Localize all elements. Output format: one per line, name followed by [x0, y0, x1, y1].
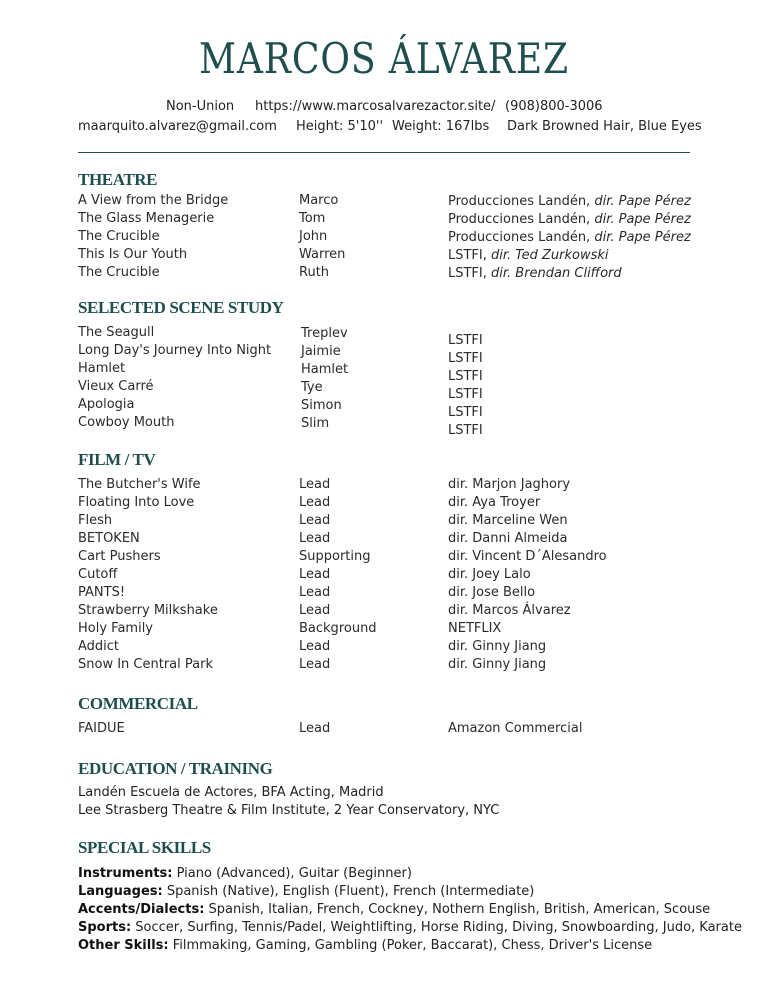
scene-role: Tye [301, 380, 323, 395]
scene-title: Long Day's Journey Into Night [78, 343, 272, 358]
film-title: Snow In Central Park [78, 657, 213, 672]
commercial-credit: Amazon Commercial [448, 721, 583, 736]
hair-eyes-stat: Dark Browned Hair, Blue Eyes [507, 119, 702, 134]
film-role: Lead [299, 513, 331, 528]
theatre-credit: LSTFI, dir. Brendan Clifford [448, 266, 622, 281]
theatre-title: The Crucible [78, 229, 160, 244]
film-credit: NETFLIX [448, 621, 502, 636]
film-title: BETOKEN [78, 531, 140, 546]
scene-role: Jaimie [301, 344, 341, 359]
scene-venue: LSTFI [448, 423, 483, 438]
film-title: Floating Into Love [78, 495, 195, 510]
education-entry: Lee Strasberg Theatre & Film Institute, 2 Year Conservatory, NYC [78, 803, 500, 818]
film-role: Lead [299, 603, 331, 618]
film-title: Addict [78, 639, 120, 654]
theatre-title: A View from the Bridge [78, 193, 229, 208]
scene-venue: LSTFI [448, 369, 483, 384]
film-role: Lead [299, 477, 331, 492]
film-credit: dir. Ginny Jiang [448, 657, 547, 672]
scene-role: Hamlet [301, 362, 349, 377]
film-credit: dir. Marceline Wen [448, 513, 568, 528]
section-heading-scene-study: SELECTED SCENE STUDY [78, 298, 284, 317]
scene-title: Cowboy Mouth [78, 415, 175, 430]
theatre-title: The Glass Menagerie [78, 211, 215, 226]
scene-role: Slim [301, 416, 330, 431]
education-entry: Landén Escuela de Actores, BFA Acting, Madrid [78, 785, 384, 800]
film-title: Cutoff [78, 567, 118, 582]
commercial-role: Lead [299, 721, 331, 736]
theatre-role: Tom [299, 211, 326, 226]
film-credit: dir. Joey Lalo [448, 567, 531, 582]
film-role: Lead [299, 585, 331, 600]
skill-line: Accents/Dialects: Spanish, Italian, French, Cockney, Nothern English, British, American, Scouse [78, 902, 711, 917]
film-title: Cart Pushers [78, 549, 161, 564]
weight-stat: Weight: 167lbs [392, 119, 490, 134]
film-role: Lead [299, 495, 331, 510]
film-title: Strawberry Milkshake [78, 603, 218, 618]
scene-venue: LSTFI [448, 351, 483, 366]
union-status: Non-Union [166, 99, 235, 114]
email-link[interactable]: maarquito.alvarez@gmail.com [78, 119, 277, 134]
theatre-role: Warren [299, 247, 346, 262]
scene-title: Apologia [78, 397, 135, 412]
theatre-credit: Producciones Landén, dir. Pape Pérez [448, 194, 691, 209]
scene-title: Hamlet [78, 361, 126, 376]
theatre-role: Marco [299, 193, 339, 208]
section-heading-education: EDUCATION / TRAINING [78, 759, 273, 778]
film-credit: dir. Danni Almeida [448, 531, 568, 546]
scene-title: The Seagull [78, 325, 155, 340]
film-role: Lead [299, 639, 331, 654]
film-title: Holy Family [78, 621, 153, 636]
film-role: Background [299, 621, 377, 636]
theatre-credit: Producciones Landén, dir. Pape Pérez [448, 230, 691, 245]
scene-role: Treplev [301, 326, 348, 341]
film-credit: dir. Marcos Álvarez [448, 603, 571, 618]
film-credit: dir. Ginny Jiang [448, 639, 547, 654]
section-heading-theatre: THEATRE [78, 170, 158, 189]
film-role: Lead [299, 531, 331, 546]
theatre-role: John [299, 229, 328, 244]
skill-line: Sports: Soccer, Surfing, Tennis/Padel, Weightlifting, Horse Riding, Diving, Snowboarding, Judo, Karate [78, 920, 742, 935]
section-heading-film-tv: FILM / TV [78, 450, 156, 469]
film-role: Lead [299, 567, 331, 582]
skill-line: Other Skills: Filmmaking, Gaming, Gambling (Poker, Baccarat), Chess, Driver's License [78, 938, 653, 953]
film-credit: dir. Marjon Jaghory [448, 477, 571, 492]
scene-role: Simon [301, 398, 342, 413]
film-role: Lead [299, 657, 331, 672]
scene-title: Vieux Carré [78, 379, 154, 394]
film-credit: dir. Vincent D´Alesandro [448, 549, 607, 564]
section-heading-commercial: COMMERCIAL [78, 694, 198, 713]
header-divider [78, 152, 690, 153]
film-title: PANTS! [78, 585, 126, 600]
theatre-credit: Producciones Landén, dir. Pape Pérez [448, 212, 691, 227]
theatre-title: The Crucible [78, 265, 160, 280]
scene-venue: LSTFI [448, 333, 483, 348]
website-link[interactable]: https://www.marcosalvarezactor.site/ [255, 99, 496, 114]
theatre-role: Ruth [299, 265, 330, 280]
scene-venue: LSTFI [448, 405, 483, 420]
skill-line: Instruments: Piano (Advanced), Guitar (Beginner) [78, 866, 412, 881]
film-title: Flesh [78, 513, 113, 528]
film-title: The Butcher's Wife [78, 477, 201, 492]
section-heading-skills: SPECIAL SKILLS [78, 838, 211, 857]
scene-venue: LSTFI [448, 387, 483, 402]
height-stat: Height: 5'10'' [296, 119, 384, 134]
film-credit: dir. Jose Bello [448, 585, 536, 600]
commercial-title: FAIDUE [78, 721, 125, 736]
skill-line: Languages: Spanish (Native), English (Fluent), French (Intermediate) [78, 884, 535, 899]
film-credit: dir. Aya Troyer [448, 495, 541, 510]
actor-name: MARCOS ÁLVAREZ [199, 34, 569, 83]
theatre-title: This Is Our Youth [78, 247, 188, 262]
film-role: Supporting [299, 549, 371, 564]
theatre-credit: LSTFI, dir. Ted Zurkowski [448, 248, 609, 263]
phone-number: (908)800-3006 [505, 99, 603, 114]
